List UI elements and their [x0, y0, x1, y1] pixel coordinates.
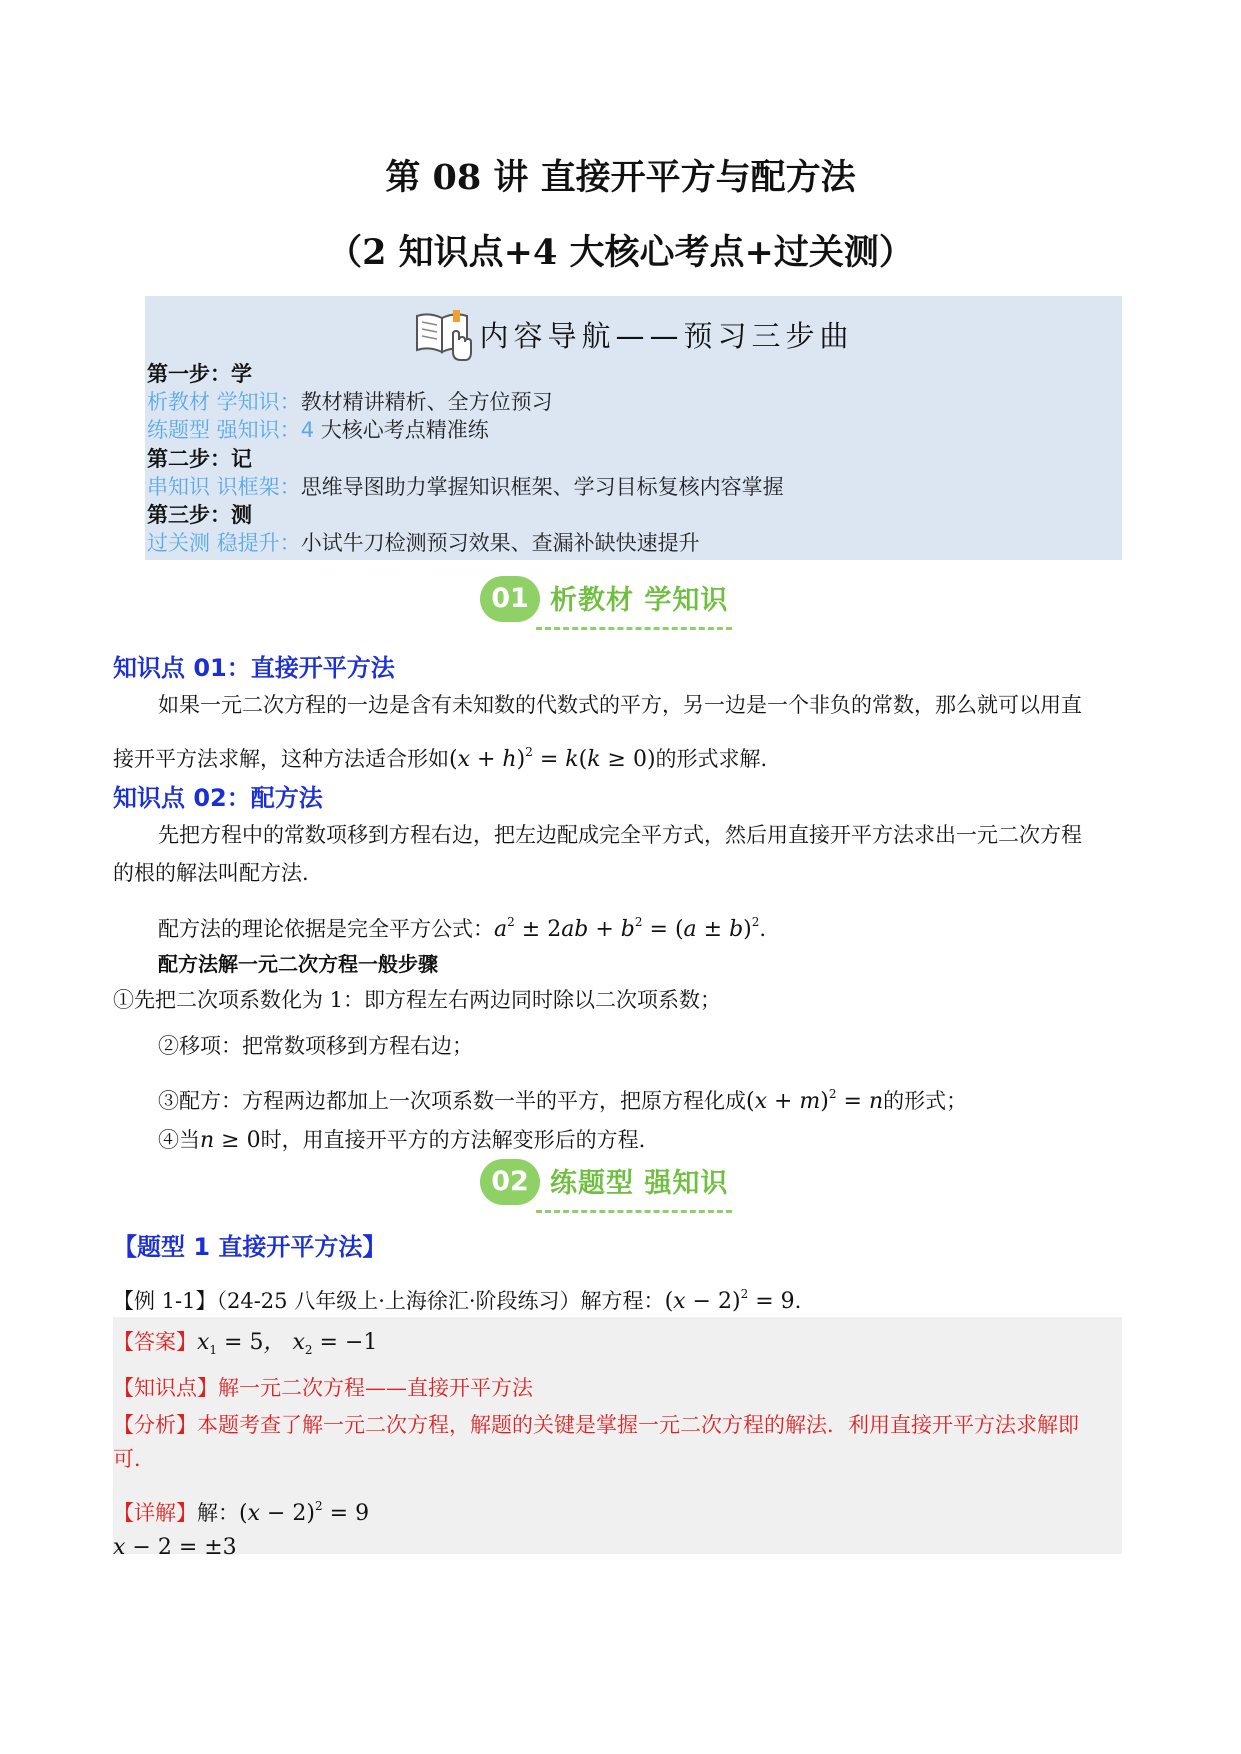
kp1-paragraph-line2 — [113, 730, 767, 782]
badge-underline — [536, 627, 732, 630]
step-2-heading: 第二步：记 — [147, 447, 252, 471]
step-item-3 — [158, 1072, 967, 1124]
step-item-4-text-a: ④当 — [158, 1128, 200, 1152]
nav-line-2-text: 大核心考点精准练 — [314, 418, 489, 442]
kp2-paragraph-line2: 的根的解法叫配方法. — [113, 861, 309, 885]
analysis-line1 — [113, 1408, 1079, 1442]
kp1-text-c: 的形式求解. — [655, 747, 768, 771]
example-1-1-text: 【例 1-1】（24-25 八年级上·上海徐汇·阶段练习）解方程： — [113, 1289, 665, 1313]
analysis-label: 【分析】 — [113, 1413, 197, 1437]
kp2-basis-line: 配方法的理论依据是完全平方公式：$a^2 \pm 2ab + b^2 = (a \pm b)^2$. — [158, 915, 767, 942]
kp2-basis-text: 配方法的理论依据是完全平方公式： — [158, 917, 494, 941]
formula-detail-equation: $(x - 2)^2 = 9$ — [239, 1499, 370, 1526]
badge-number: 02 — [480, 1159, 540, 1205]
nav-line-4-text: 小试牛刀检测预习效果、查漏补缺快速提升 — [300, 531, 700, 555]
badge-label: 析教材 学知识 — [550, 585, 729, 616]
badge-label: 练题型 强知识 — [550, 1168, 729, 1199]
formula-n-nonnegative: n ≥ 0 — [200, 1128, 261, 1153]
kp-text: 解一元二次方程——直接开平方法 — [218, 1376, 533, 1400]
knowledge-point-02-heading: 知识点 02：配方法 — [113, 784, 323, 812]
formula-direct-sqrt-form: $(x + h)^2 = k(k \ge 0)$ — [449, 745, 656, 772]
answer-line — [113, 1325, 377, 1367]
kp1-text-b: 接开平方法求解，这种方法适合形如 — [113, 747, 449, 771]
badge-underline — [536, 1210, 732, 1213]
answer-label: 【答案】 — [113, 1330, 197, 1354]
knowledge-point-01-heading: 知识点 01：直接开平方法 — [113, 654, 395, 682]
step-1-heading: 第一步：学 — [147, 362, 252, 386]
nav-line-2 — [147, 416, 489, 444]
kp-label: 【知识点】 — [113, 1376, 218, 1400]
lecture-subtitle: （2 知识点+4 大核心考点+过关测） — [327, 232, 914, 273]
content-navigation-box — [145, 296, 1122, 560]
nav-line-1 — [147, 388, 553, 416]
step-3-heading: 第三步：测 — [147, 503, 252, 527]
analysis-text-a: 本题考查了解一元二次方程，解题的关键是掌握一元二次方程的解法．利用直接开平方法求解即 — [197, 1413, 1079, 1437]
analysis-line2: 可． — [113, 1447, 155, 1471]
lecture-title: 第 08 讲 直接开平方与配方法 — [385, 157, 856, 198]
nav-line-3 — [147, 473, 784, 501]
nav-line-3-label: 串知识 识框架： — [147, 475, 301, 499]
completing-square-steps-title: 配方法解一元二次方程一般步骤 — [158, 952, 438, 976]
nav-line-1-text: 教材精讲精析、全方位预习 — [300, 390, 553, 414]
section-badge-02 — [480, 1155, 760, 1211]
example-1-1: 【例 1-1】（24-25 八年级上·上海徐汇·阶段练习）解方程：$(x - 2)^2 = 9$. — [113, 1287, 802, 1314]
kp2-paragraph-line1: 先把方程中的常数项移到方程右边，把左边配成完全平方式，然后用直接开平方法求出一元二次方程 — [158, 823, 1082, 847]
formula-perfect-square: $a^2 \pm 2ab + b^2 = (a \pm b)^2$ — [494, 915, 760, 942]
solution-box — [113, 1317, 1122, 1560]
book-hand-icon — [413, 306, 475, 362]
nav-title: 内容导航——预习三步曲 — [479, 318, 854, 353]
step-item-1: ①先把二次项系数化为 1：即方程左右两边同时除以二次项系数； — [113, 988, 722, 1012]
formula-example-equation: $(x - 2)^2 = 9$ — [664, 1287, 795, 1314]
nav-line-1-label: 析教材 学知识： — [147, 390, 301, 414]
nav-line-3-text: 思维导图助力掌握知识框架、学习目标复核内容掌握 — [300, 475, 784, 499]
formula-answer: $x_1 = 5$， $x_2 = -1$ — [197, 1330, 378, 1357]
detail-line — [113, 1489, 369, 1531]
detail-text: 解： — [197, 1501, 239, 1525]
nav-line-4-label: 过关测 稳提升： — [147, 531, 301, 555]
formula-square-form: $(x + m)^2 = n$ — [746, 1087, 884, 1114]
question-type-1-heading: 【题型 1 直接开平方法】 — [113, 1233, 387, 1261]
step-item-4-text-b: 时，用直接开平方的方法解变形后的方程. — [260, 1128, 646, 1152]
detail-label: 【详解】 — [113, 1501, 197, 1525]
kp1-paragraph-line1: 如果一元二次方程的一边是含有未知数的代数式的平方，另一边是一个非负的常数，那么就可以用直 — [158, 693, 1082, 717]
knowledge-point-line — [113, 1371, 533, 1405]
section-badge-01 — [480, 572, 760, 628]
nav-line-2-label: 练题型 强知识： — [147, 418, 301, 442]
step-item-3-text-b: 的形式； — [883, 1089, 968, 1113]
nav-line-2-number: 4 — [300, 418, 315, 442]
badge-number: 01 — [480, 576, 540, 622]
detail-step-line — [113, 1530, 237, 1565]
nav-header — [145, 306, 1122, 362]
nav-line-4 — [147, 529, 700, 557]
step-item-3-text-a: ③配方：方程两边都加上一次项系数一半的平方，把原方程化成 — [158, 1089, 746, 1113]
step-item-2: ②移项：把常数项移到方程右边； — [158, 1034, 473, 1058]
formula-detail-step: x − 2 = ±3 — [113, 1535, 237, 1560]
